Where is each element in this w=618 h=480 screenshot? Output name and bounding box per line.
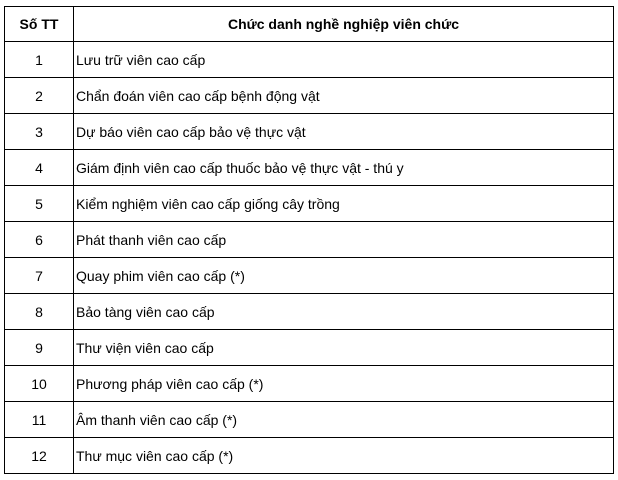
row-number: 1 [5, 42, 74, 78]
row-job-title: Chẩn đoán viên cao cấp bệnh động vật [74, 78, 614, 114]
row-job-title: Lưu trữ viên cao cấp [74, 42, 614, 78]
row-number: 12 [5, 438, 74, 474]
row-number: 10 [5, 366, 74, 402]
row-job-title: Kiểm nghiệm viên cao cấp giống cây trồng [74, 186, 614, 222]
row-number: 3 [5, 114, 74, 150]
row-job-title: Bảo tàng viên cao cấp [74, 294, 614, 330]
table-row [5, 258, 614, 294]
table-row [5, 78, 614, 114]
table-row [5, 402, 614, 438]
row-job-title: Thư viện viên cao cấp [74, 330, 614, 366]
table-row [5, 186, 614, 222]
table-row [5, 42, 614, 78]
row-job-title: Dự báo viên cao cấp bảo vệ thực vật [74, 114, 614, 150]
row-number: 2 [5, 78, 74, 114]
row-job-title: Quay phim viên cao cấp (*) [74, 258, 614, 294]
job-title-table [4, 6, 614, 474]
row-job-title: Phát thanh viên cao cấp [74, 222, 614, 258]
table-row [5, 330, 614, 366]
header-job-title: Chức danh nghề nghiệp viên chức [74, 7, 614, 42]
row-number: 5 [5, 186, 74, 222]
row-job-title: Phương pháp viên cao cấp (*) [74, 366, 614, 402]
row-number: 4 [5, 150, 74, 186]
table-row [5, 150, 614, 186]
row-job-title: Thư mục viên cao cấp (*) [74, 438, 614, 474]
row-number: 11 [5, 402, 74, 438]
table-row [5, 438, 614, 474]
table-row [5, 222, 614, 258]
row-number: 7 [5, 258, 74, 294]
table-row [5, 294, 614, 330]
row-job-title: Âm thanh viên cao cấp (*) [74, 402, 614, 438]
row-number: 9 [5, 330, 74, 366]
row-job-title: Giám định viên cao cấp thuốc bảo vệ thực vật - thú y [74, 150, 614, 186]
table-header-row [5, 7, 614, 42]
row-number: 8 [5, 294, 74, 330]
table-row [5, 114, 614, 150]
header-number: Số TT [5, 7, 74, 42]
table-row [5, 366, 614, 402]
job-title-table-container [4, 6, 614, 474]
row-number: 6 [5, 222, 74, 258]
